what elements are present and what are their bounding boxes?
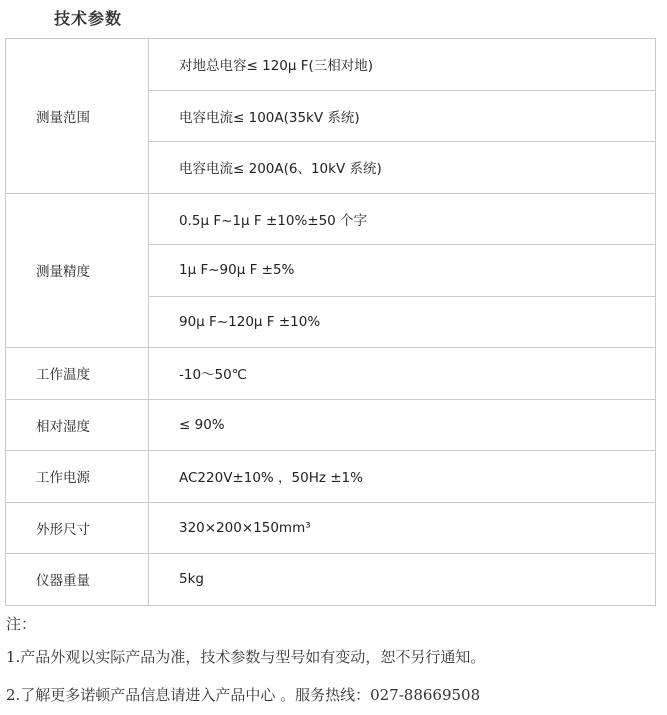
section-title: 技术参数 [54,9,123,28]
row-label-weight: 仪器重量 [6,554,149,606]
table-row [6,348,656,400]
notes-title: 注： [6,615,37,633]
row-label-measure-range: 测量范围 [6,39,149,194]
table-row [6,451,656,503]
row-label-measure-accuracy: 测量精度 [6,193,149,348]
value-cell: -10～50℃ [149,348,656,400]
row-label-relative-humidity: 相对湿度 [6,399,149,451]
table-row [6,39,656,91]
value-cell: ≤ 90% [149,399,656,451]
table-row [6,399,656,451]
spec-table [5,38,656,606]
value-cell: 电容电流≤ 100A(35kV 系统) [149,90,656,142]
row-label-power-supply: 工作电源 [6,451,149,503]
row-label-dimensions: 外形尺寸 [6,502,149,554]
value-cell: 0.5μ F~1μ F ±10%±50 个字 [149,193,656,245]
value-cell: 1μ F~90μ F ±5% [149,245,656,297]
note-item: 2.了解更多诺顿产品信息请进入产品中心 。服务热线：027-88669508 [6,686,481,704]
row-label-operating-temp: 工作温度 [6,348,149,400]
notes-section [6,611,485,711]
table-row [6,554,656,606]
note-item: 1.产品外观以实际产品为准，技术参数与型号如有变动，恕不另行通知。 [6,648,486,666]
value-cell: 90μ F~120μ F ±10% [149,296,656,348]
value-cell: AC220V±10% ，50Hz ±1% [149,451,656,503]
value-cell: 5kg [149,554,656,606]
value-cell: 电容电流≤ 200A(6、10kV 系统) [149,142,656,194]
value-cell: 320×200×150mm³ [149,502,656,554]
table-row [6,193,656,245]
table-row [6,502,656,554]
value-cell: 对地总电容≤ 120μ F(三相对地) [149,39,656,91]
